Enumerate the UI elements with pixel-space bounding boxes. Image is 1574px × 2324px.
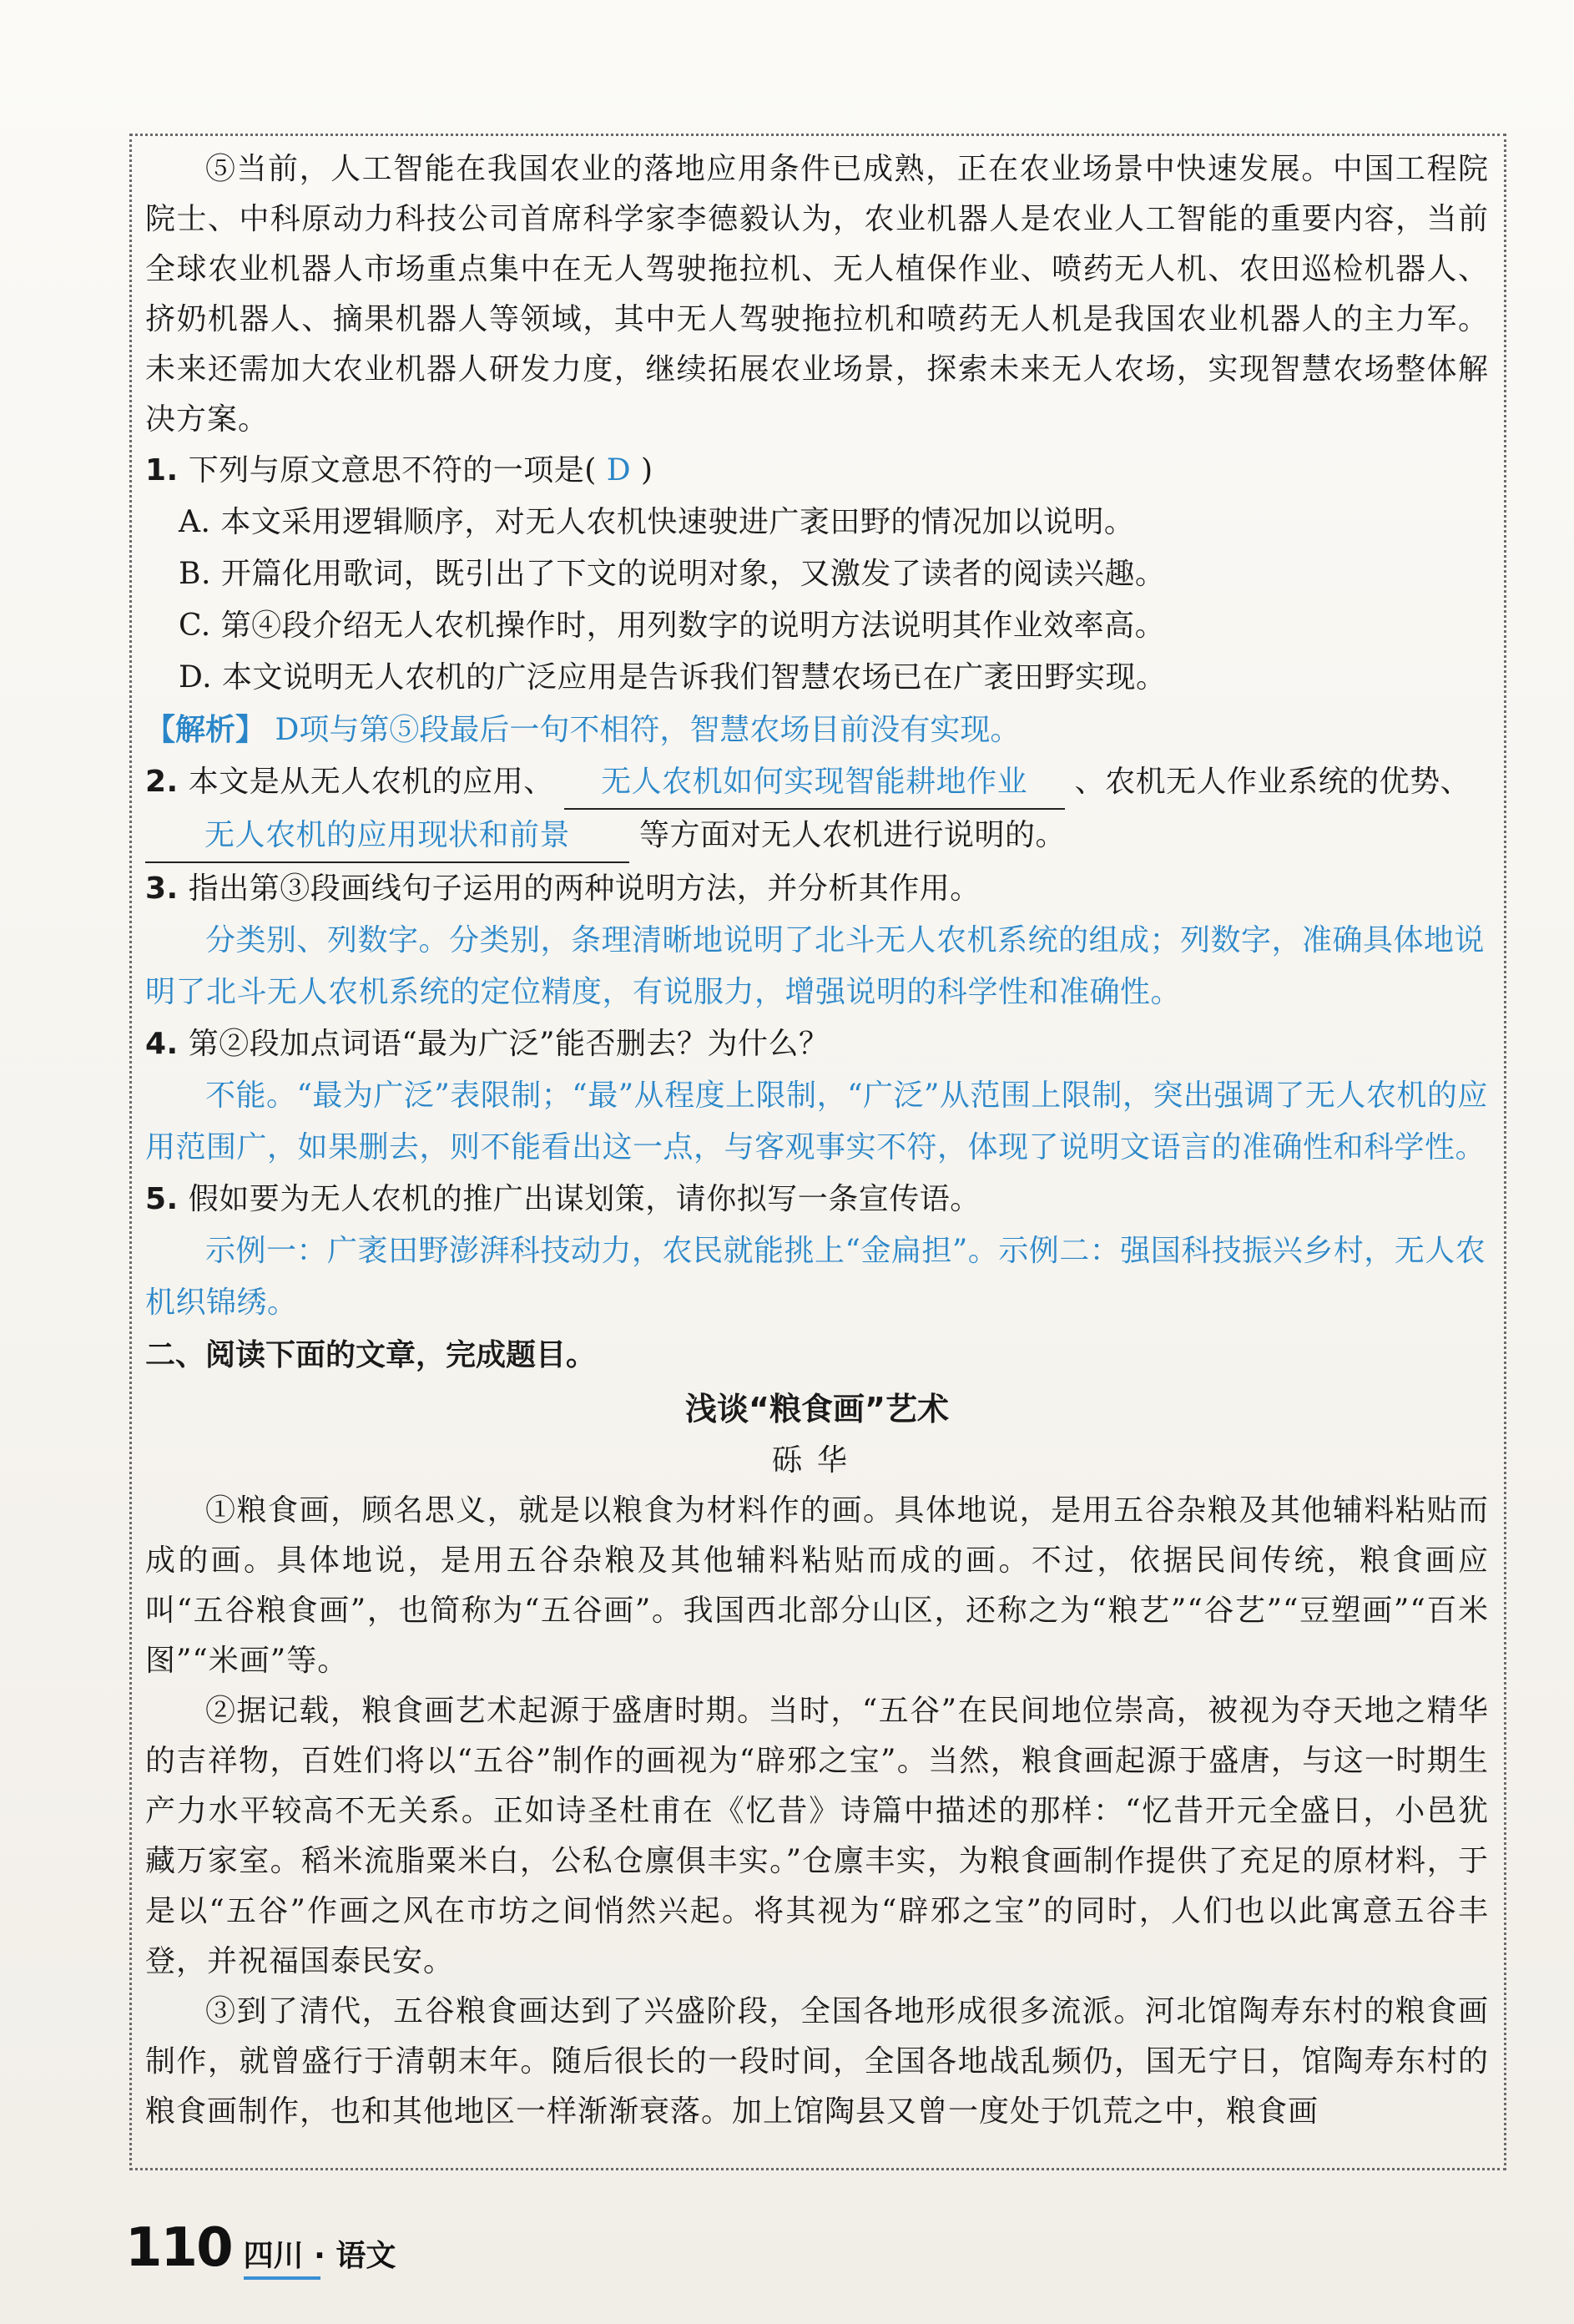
option-a: A. 本文采用逻辑顺序，对无人农机快速驶进广袤田野的情况加以说明。: [179, 505, 1135, 539]
article-paragraph-3: ③到了清代，五谷粮食画达到了兴盛阶段，全国各地形成很多流派。河北馆陶寿东村的粮食画制作，就曾盛行于清朝末年。随后很长的一段时间，全国各地战乱频仍，国无宁日，馆陶寿东村的粮食画制作，也和其他地区一样渐渐衰落。加上馆陶县又曾一度处于饥荒之中，粮食画: [145, 1994, 1489, 2129]
subject-text: 四川 · 语文: [243, 2239, 396, 2273]
question-content-frame: [129, 134, 1506, 2170]
question-1: [145, 445, 1489, 497]
question-text-a: 本文是从无人农机的应用、: [188, 765, 554, 799]
question-number: 4.: [145, 1027, 179, 1061]
question-stem: 指出第③段画线句子运用的两种说明方法，并分析其作用。: [188, 872, 981, 906]
article-author: 砾华: [771, 1443, 862, 1478]
question-2-cont: [145, 810, 1489, 863]
question-stem: 下列与原文意思不符的一项是(: [188, 453, 597, 488]
option-b: B. 开篇化用歌词，既引出了下文的说明对象，又激发了读者的阅读兴趣。: [179, 557, 1166, 591]
question-number: 2.: [145, 765, 179, 799]
question-number: 3.: [145, 872, 179, 906]
question-stem: 第②段加点词语“最为广泛”能否删去？为什么？: [188, 1027, 830, 1061]
option-d: D. 本文说明无人农机的广泛应用是告诉我们智慧农场已在广袤田野实现。: [179, 660, 1167, 695]
explanation: [145, 704, 1489, 756]
question-2: [145, 756, 1489, 810]
question-text-c: 等方面对无人农机进行说明的。: [638, 818, 1066, 852]
article-paragraph-1: ①粮食画，顾名思义，就是以粮食为材料作的画。具体地说，是用五谷杂粮及其他辅料粘贴而成的画。具体地说，是用五谷杂粮及其他辅料粘贴而成的画。不过，依据民间传统，粮食画应叫“五谷粮食画”，也简称为“五谷画”。我国西北部分山区，还称之为“粮艺”“谷艺”“豆塑画”“百米图”“米画”等。: [145, 1493, 1489, 1678]
question-text-b: 、农机无人作业系统的优势、: [1074, 765, 1471, 799]
answer-blank-2: 无人农机的应用现状和前景: [145, 810, 629, 863]
subject-label: [244, 2238, 396, 2275]
explanation-tag: 【解析】: [145, 712, 266, 747]
article-paragraph-2: ②据记载，粮食画艺术起源于盛唐时期。当时，“五谷”在民间地位崇高，被视为夺天地之精华的吉祥物，百姓们将以“五谷”制作的画视为“辟邪之宝”。当然，粮食画起源于盛唐，与这一时期生产力水平较高不无关系。正如诗圣杜甫在《忆昔》诗篇中描述的那样：“忆昔开元全盛日，小邑犹藏万家室。稻米流脂粟米白，公私仓廪俱丰实。”仓廪丰实，为粮食画制作提供了充足的原材料，于是以“五谷”作画之风在市坊之间悄然兴起。将其视为“辟邪之宝”的同时，人们也以此寓意五谷丰登，并祝福国泰民安。: [145, 1694, 1489, 1978]
answer-text: 不能。“最为广泛”表限制；“最”从程度上限制，“广泛”从范围上限制，突出强调了无人农机的应用范围广，如果删去，则不能看出这一点，与客观事实不符，体现了说明文语言的准确性和科学性。: [145, 1079, 1488, 1165]
question-stem-close: ): [641, 453, 653, 488]
answer-choice: D: [606, 453, 632, 488]
page-footer: [125, 2208, 396, 2279]
article-title: 浅谈“粮食画”艺术: [685, 1391, 949, 1427]
passage-paragraph-5: ⑤当前，人工智能在我国农业的落地应用条件已成熟，正在农业场景中快速发展。中国工程院院士、中科原动力科技公司首席科学家李德毅认为，农业机器人是农业人工智能的重要内容，当前全球农业机器人市场重点集中在无人驾驶拖拉机、无人植保作业、喷药无人机、农田巡检机器人、挤奶机器人、摘果机器人等领域，其中无人驾驶拖拉机和喷药无人机是我国农业机器人的主力军。未来还需加大农业机器人研发力度，继续拓展农业场景，探索未来无人农场，实现智慧农场整体解决方案。: [145, 152, 1489, 437]
section-heading: 二、阅读下面的文章，完成题目。: [145, 1338, 597, 1372]
answer-text: 分类别、列数字。分类别，条理清晰地说明了北斗无人农机系统的组成；列数字，准确具体地说明了北斗无人农机系统的定位精度，有说服力，增强说明的科学性和准确性。: [145, 923, 1486, 1009]
explanation-text: D项与第⑤段最后一句不相符，智慧农场目前没有实现。: [275, 713, 1021, 747]
question-stem: 假如要为无人农机的推广出谋划策，请你拟写一条宣传语。: [188, 1182, 981, 1216]
option-c: C. 第④段介绍无人农机操作时，用列数字的说明方法说明其作业效率高。: [179, 609, 1166, 643]
answer-blank-1: 无人农机如何实现智能耕地作业: [564, 756, 1065, 810]
answer-text: 示例一：广袤田野澎湃科技动力，农民就能挑上“金扁担”。示例二：强国科技振兴乡村，无人农机织锦绣。: [145, 1234, 1486, 1320]
question-number: 1.: [145, 453, 179, 488]
subject-underline: [244, 2276, 320, 2280]
question-number: 5.: [145, 1182, 179, 1216]
question-4: [145, 1018, 1489, 1070]
question-5: [145, 1174, 1489, 1225]
question-3: [145, 863, 1489, 915]
page-number: 110: [125, 2217, 232, 2279]
